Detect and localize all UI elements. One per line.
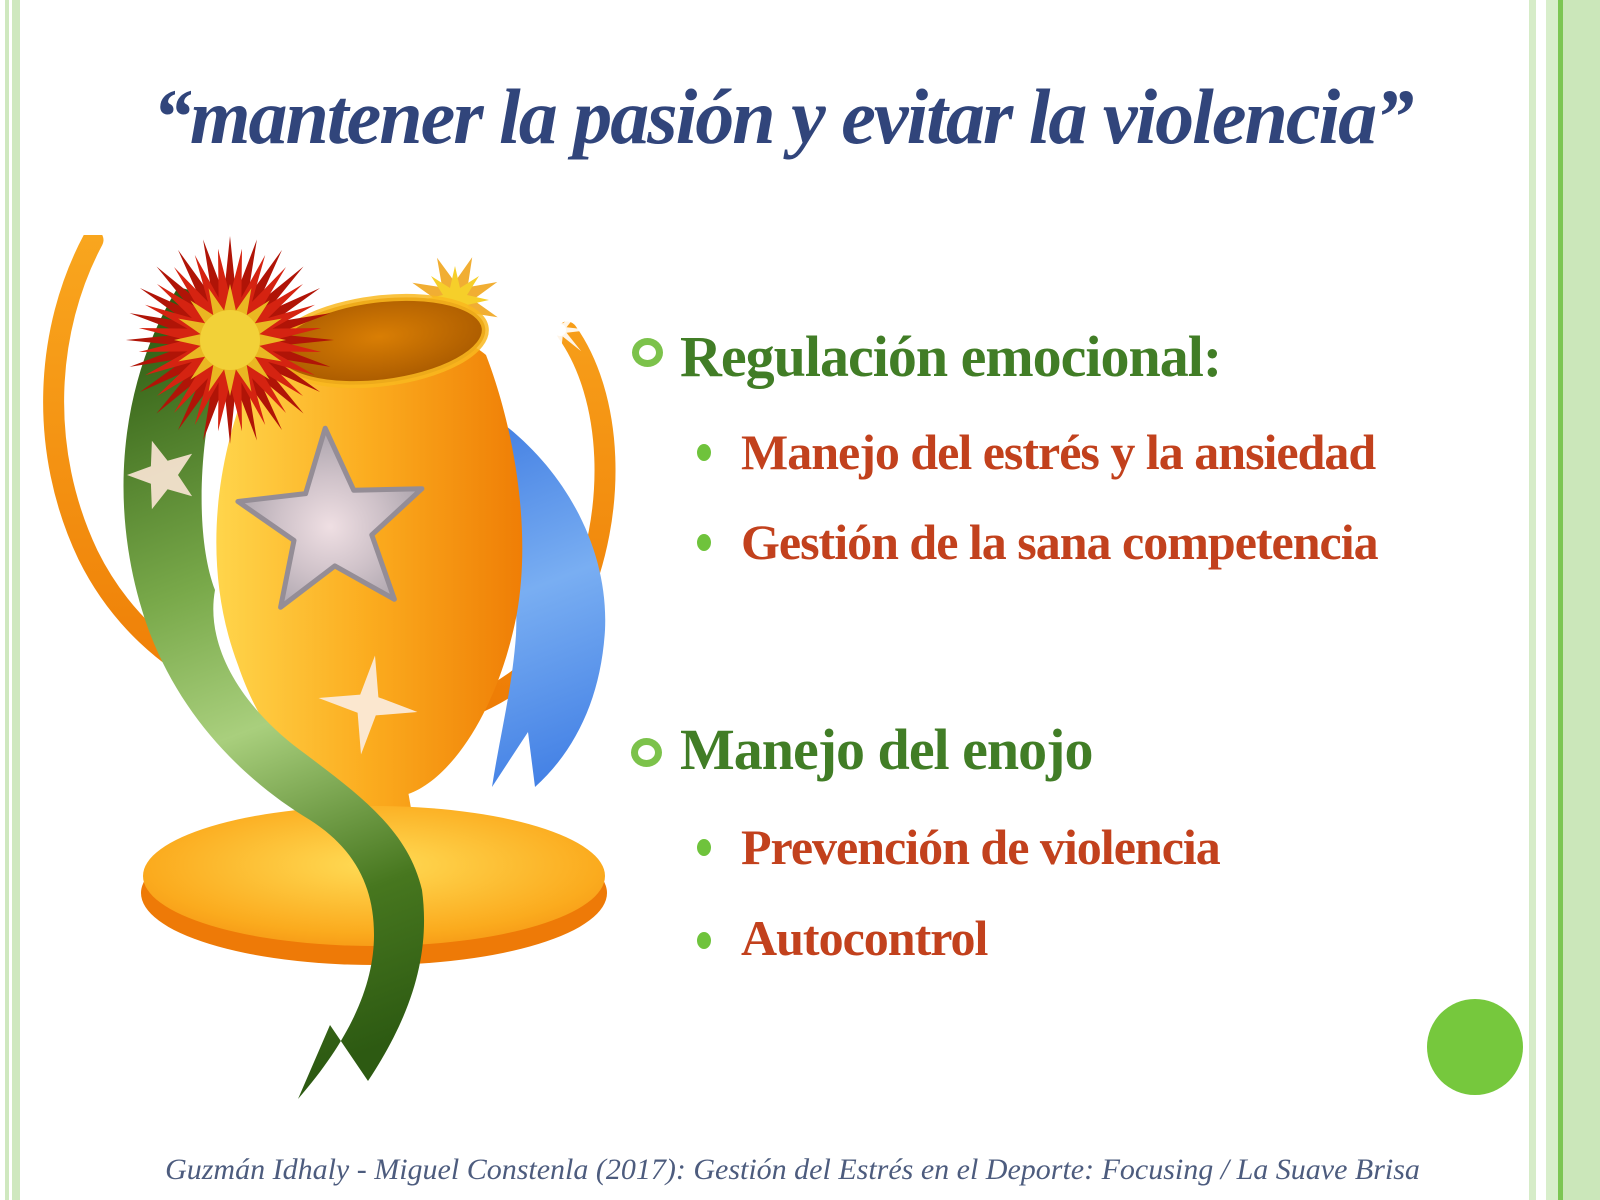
list-item: Manejo del estrés y la ansiedad — [741, 424, 1376, 480]
white-flare-icon — [530, 300, 590, 360]
list-item: Prevención de violencia — [741, 819, 1220, 875]
citation-footer: Guzmán Idhaly - Miguel Constenla (2017): Gestión del Estrés en el Deporte: Focusing / La Suave Brisa — [165, 1153, 1420, 1186]
sub-bullet-dot-icon — [697, 932, 711, 949]
right-border-outer-band — [1563, 0, 1600, 1200]
trophy-image — [30, 235, 630, 1145]
bullet-ring-icon — [631, 738, 662, 767]
accent-circle — [1427, 999, 1523, 1095]
red-starburst-icon — [126, 236, 334, 444]
sub-bullet-dot-icon — [697, 534, 711, 551]
section-heading-regulacion: Regulación emocional: — [680, 324, 1222, 389]
list-item: Gestión de la sana competencia — [741, 514, 1378, 570]
sub-bullet-dot-icon — [697, 444, 711, 461]
list-item: Autocontrol — [741, 910, 988, 966]
right-border-band — [1546, 0, 1558, 1200]
slide-title: “mantener la pasión y evitar la violencia” — [152, 73, 1413, 160]
left-border-band — [12, 0, 20, 1200]
left-border-thin-line — [5, 0, 9, 1200]
section-heading-enojo: Manejo del enojo — [680, 717, 1093, 782]
bullet-ring-icon — [632, 338, 663, 367]
right-border-thin-line — [1529, 0, 1536, 1200]
sub-bullet-dot-icon — [697, 839, 711, 856]
